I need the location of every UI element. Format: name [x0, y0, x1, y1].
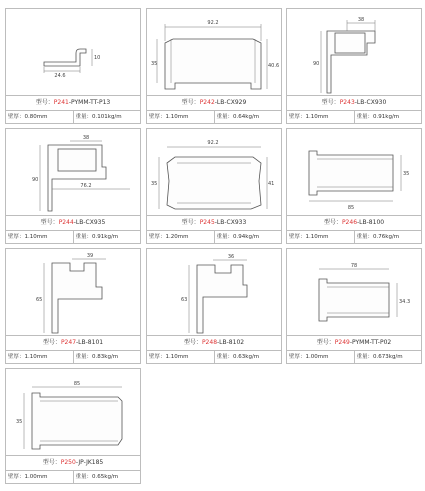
dim-label: 92.2 — [207, 140, 219, 146]
weight: 重量：0.83kg/m — [73, 351, 141, 364]
profile-card-p243 — [286, 8, 422, 124]
wall-thickness: 壁厚：1.10mm — [8, 354, 48, 360]
profile-drawing-p250 — [6, 369, 140, 455]
profile-drawing-p241 — [6, 9, 140, 95]
spec-row — [287, 350, 421, 364]
dim-label: 85 — [347, 205, 355, 211]
spec-row — [147, 230, 281, 244]
spec-row — [6, 110, 140, 124]
profile-drawing-p245 — [147, 129, 281, 215]
dim-label: 63 — [181, 297, 188, 303]
model-number: 型号：P245-LB-CX933 — [147, 215, 281, 230]
profile-card-p246 — [286, 128, 422, 244]
dim-label: 35 — [151, 181, 158, 187]
dim-label: 35 — [403, 171, 410, 177]
dim-label: 90 — [32, 177, 39, 183]
weight: 重量：0.65kg/m — [73, 471, 141, 484]
dim-label: 40.6 — [268, 63, 280, 69]
profile-drawing-p244 — [6, 129, 140, 215]
profile-card-p241 — [5, 8, 141, 124]
dim-label: 39 — [86, 253, 94, 259]
dim-label: 38 — [357, 17, 365, 23]
model-number: 型号：P250-JP-JK185 — [6, 455, 140, 470]
spec-row — [6, 470, 140, 484]
dim-label: 78 — [350, 263, 358, 269]
dim-label: 90 — [313, 61, 320, 67]
model-number: 型号：P244-LB-CX935 — [6, 215, 140, 230]
dim-label: 34.3 — [399, 299, 411, 305]
wall-thickness: 壁厚：1.10mm — [8, 234, 48, 240]
dim-label: 10 — [94, 55, 101, 61]
spec-row — [287, 230, 421, 244]
profile-card-p242 — [146, 8, 282, 124]
weight: 重量：0.91kg/m — [73, 231, 141, 244]
dim-label: 24.6 — [54, 73, 66, 79]
wall-thickness: 壁厚：1.10mm — [289, 114, 329, 120]
profile-drawing-p247 — [6, 249, 140, 335]
weight: 重量：0.94kg/m — [214, 231, 282, 244]
spec-row — [287, 110, 421, 124]
weight: 重量：0.63kg/m — [214, 351, 282, 364]
spec-row — [6, 230, 140, 244]
dim-label: 85 — [73, 381, 81, 387]
profile-drawing-p249 — [287, 249, 421, 335]
dim-label: 38 — [82, 135, 90, 141]
profile-card-p249 — [286, 248, 422, 364]
model-number: 型号：P248-LB-8102 — [147, 335, 281, 350]
model-number: 型号：P246-LB-8100 — [287, 215, 421, 230]
dim-label: 35 — [16, 419, 23, 425]
model-number: 型号：P242-LB-CX929 — [147, 95, 281, 110]
profile-card-p250 — [5, 368, 141, 484]
profile-card-p244 — [5, 128, 141, 244]
spec-row — [147, 350, 281, 364]
weight: 重量：0.64kg/m — [214, 111, 282, 124]
wall-thickness: 壁厚：1.10mm — [149, 114, 189, 120]
wall-thickness: 壁厚：1.20mm — [149, 234, 189, 240]
profile-drawing-p248 — [147, 249, 281, 335]
profile-drawing-p242 — [147, 9, 281, 95]
profile-card-p247 — [5, 248, 141, 364]
dim-label: 36 — [227, 254, 235, 260]
spec-row — [147, 110, 281, 124]
profile-card-p248 — [146, 248, 282, 364]
wall-thickness: 壁厚：1.00mm — [289, 354, 329, 360]
profile-drawing-p246 — [287, 129, 421, 215]
wall-thickness: 壁厚：1.00mm — [8, 474, 48, 480]
wall-thickness: 壁厚：1.10mm — [289, 234, 329, 240]
model-number: 型号：P249-PYMM-TT-P02 — [287, 335, 421, 350]
dim-label: 76.2 — [80, 183, 92, 189]
dim-label: 35 — [151, 61, 158, 67]
model-number: 型号：P247-LB-8101 — [6, 335, 140, 350]
weight: 重量：0.91kg/m — [354, 111, 422, 124]
profile-card-p245 — [146, 128, 282, 244]
weight: 重量：0.673kg/m — [354, 351, 422, 364]
dim-label: 41 — [268, 181, 275, 187]
wall-thickness: 壁厚：0.80mm — [8, 114, 48, 120]
model-number: 型号：P243-LB-CX930 — [287, 95, 421, 110]
weight: 重量：0.101kg/m — [73, 111, 141, 124]
wall-thickness: 壁厚：1.10mm — [149, 354, 189, 360]
dim-label: 65 — [36, 297, 43, 303]
profile-drawing-p243 — [287, 9, 421, 95]
spec-row — [6, 350, 140, 364]
dim-label: 92.2 — [207, 20, 219, 26]
weight: 重量：0.76kg/m — [354, 231, 422, 244]
model-number: 型号：P241-PYMM-TT-P13 — [6, 95, 140, 110]
